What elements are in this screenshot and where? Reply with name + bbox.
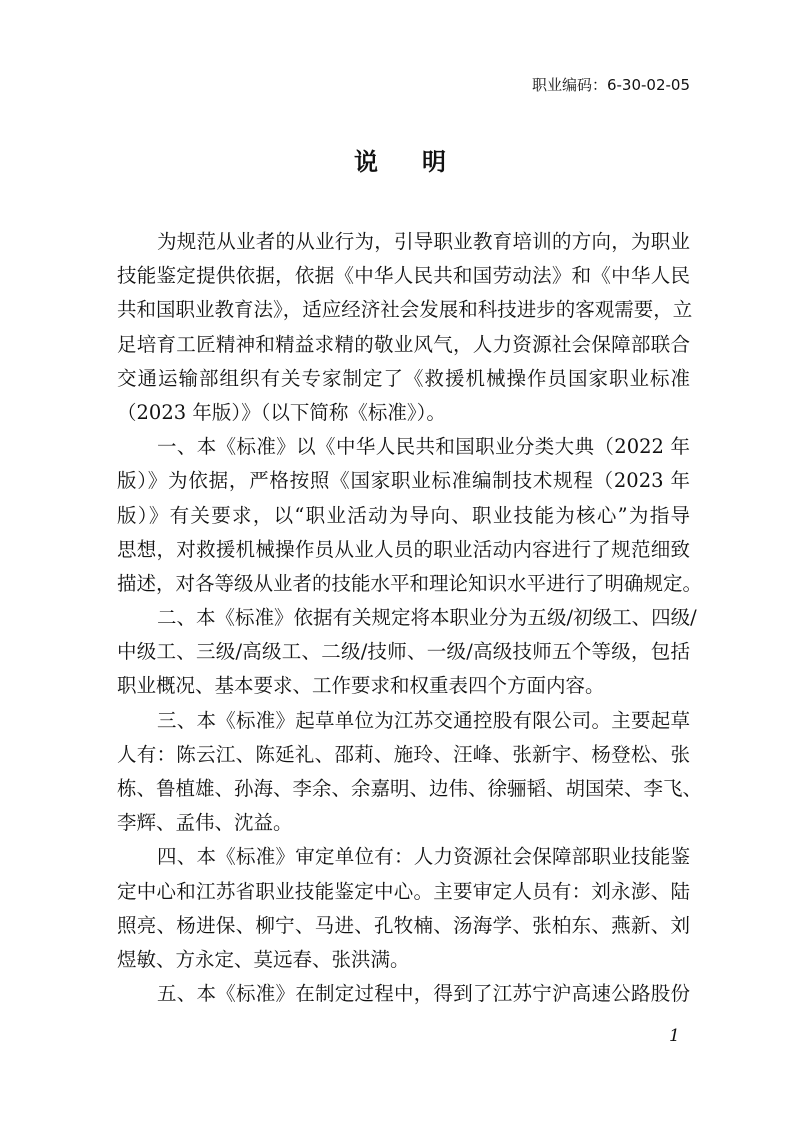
text-line: 煜敏、方永定、莫远春、张洪满。 — [117, 947, 410, 971]
text-line: 人有：陈云江、陈延礼、邵莉、施玲、汪峰、张新宇、杨登松、张 — [117, 742, 690, 766]
paragraph — [117, 704, 703, 841]
text-line: 四、本《标准》审定单位有：人力资源社会保障部职业技能鉴 — [157, 845, 690, 869]
text-line: 职业概况、基本要求、工作要求和权重表四个方面内容。 — [117, 674, 605, 698]
text-line: 交通运输部组织有关专家制定了《救援机械操作员国家职业标准 — [117, 366, 690, 390]
text-line: 为规范从业者的从业行为，引导职业教育培训的方向，为职业 — [157, 230, 690, 253]
text-line: （2023 年版）》（以下简称《标准》）。 — [117, 400, 446, 424]
text-line: 李辉、孟伟、沈益。 — [117, 811, 293, 835]
text-line: 版）》为依据，严格按照《国家职业标准编制技术规程（2023 年 — [117, 469, 690, 493]
text-line: 一、本《标准》以《中华人民共和国职业分类大典（2022 年 — [157, 435, 690, 459]
text-line: 版）》有关要求，以“职业活动为导向、职业技能为核心”为指导 — [117, 503, 690, 527]
paragraph — [117, 430, 703, 601]
paragraph — [117, 977, 690, 1011]
text-line: 描述，对各等级从业者的技能水平和理论知识水平进行了明确规定。 — [117, 571, 703, 595]
title-char: 说 — [354, 148, 378, 176]
text-line: 三、本《标准》起草单位为江苏交通控股有限公司。主要起草 — [157, 708, 690, 732]
text-line: 中级工、三级/高级工、二级/技师、一级/高级技师五个等级，包括 — [117, 640, 690, 664]
page-number: 1 — [669, 1026, 680, 1046]
text-line: 足培育工匠精神和精益求精的敬业风气，人力资源社会保障部联合 — [117, 332, 690, 356]
text-line: 照亮、杨进保、柳宁、马进、孔牧楠、汤海学、张柏东、燕新、刘 — [117, 913, 690, 937]
paragraph — [117, 225, 693, 430]
title-char: 明 — [422, 148, 446, 176]
text-line: 五、本《标准》在制定过程中，得到了江苏宁沪高速公路股份 — [157, 982, 690, 1006]
document-body — [117, 225, 703, 1011]
text-line: 思想，对救援机械操作员从业人员的职业活动内容进行了规范细致 — [117, 537, 690, 561]
text-line: 栋、鲁植雄、孙海、李余、余嘉明、边伟、徐骊韬、胡国荣、李飞、 — [117, 777, 703, 800]
page-title — [0, 142, 800, 177]
text-line: 定中心和江苏省职业技能鉴定中心。主要审定人员有：刘永澎、陆 — [117, 879, 690, 903]
paragraph — [117, 601, 697, 704]
paragraph — [117, 840, 690, 977]
occupation-code: 职业编码：6-30-02-05 — [531, 76, 690, 94]
text-line: 技能鉴定提供依据，依据《中华人民共和国劳动法》和《中华人民 — [117, 264, 690, 288]
text-line: 共和国职业教育法》，适应经济社会发展和科技进步的客观需要，立 — [117, 298, 693, 322]
text-line: 二、本《标准》依据有关规定将本职业分为五级/初级工、四级/ — [157, 606, 697, 630]
